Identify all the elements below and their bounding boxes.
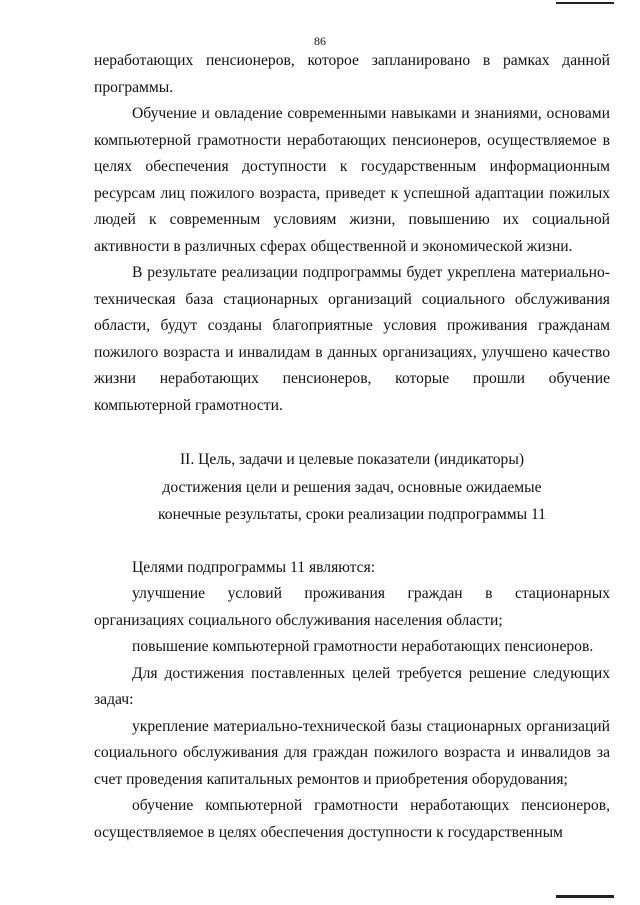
paragraph: Обучение и овладение современными навыками и знаниями, основами компьютерной грамотности неработающих пенсионеров, осуществляемое в целях обеспечения доступности к государственным информационным ресурсам лиц пожилого возраста, приведет к успешной адаптации пожилых людей к современным условиям жизни, повышению их социальной активности в различных сферах общественной и экономической жизни. xyxy=(94,105,610,255)
scan-artifact xyxy=(556,2,614,4)
paragraph: обучение компьютерной грамотности неработающих пенсионеров, осуществляемое в целях обеспечения доступности к государственным xyxy=(94,797,610,841)
page-number: 86 xyxy=(314,34,326,48)
paragraph: Целями подпрограммы 11 являются: xyxy=(132,558,376,576)
paragraph: неработающих пенсионеров, которое запланировано в рамках данной программы. xyxy=(94,52,610,96)
document-body xyxy=(94,48,610,846)
paragraph: улучшение условий проживания граждан в стационарных организациях социального обслуживания населения области; xyxy=(94,585,610,629)
paragraph: В результате реализации подпрограммы будет укреплена материально-техническая база стационарных организаций социального обслуживания области, будут созданы благоприятные условия проживания гражданам пожилого возраста и инвалидам в данных организациях, улучшено качество жизни неработающих пенсионеров, которые прошли обучение компьютерной грамотности. xyxy=(94,264,610,414)
heading-line: достижения цели и решения задач, основные ожидаемые xyxy=(162,478,542,496)
heading-line: конечные результаты, сроки реализации подпрограммы 11 xyxy=(158,506,546,523)
scan-artifact xyxy=(556,895,614,898)
heading-line: II. Цель, задачи и целевые показатели (индикаторы) xyxy=(179,451,525,468)
section-heading xyxy=(94,446,610,529)
paragraph: повышение компьютерной грамотности неработающих пенсионеров. xyxy=(132,638,594,655)
paragraph: Для достижения поставленных целей требуется решение следующих задач: xyxy=(94,664,610,708)
paragraph: укрепление материально-технической базы стационарных организаций социального обслуживания для граждан пожилого возраста и инвалидов за счет проведения капитальных ремонтов и приобретения оборудования; xyxy=(94,717,610,788)
